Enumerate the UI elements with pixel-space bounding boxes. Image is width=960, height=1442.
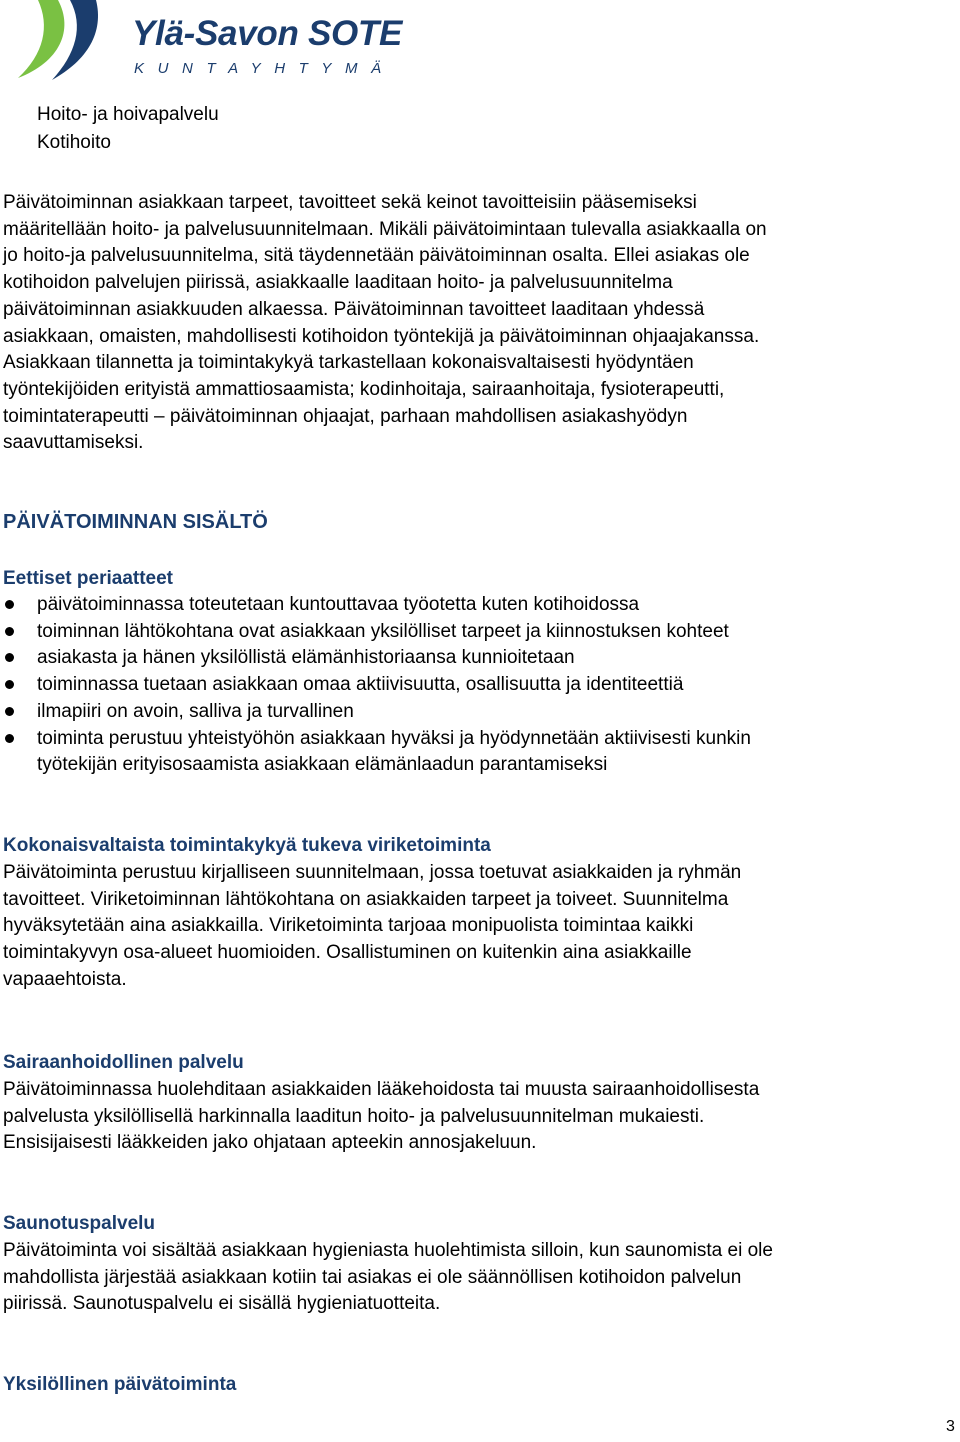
intro-line: määritellään hoito- ja palvelusuunnitelmaan. Mikäli päivätoimintaan tulevalla asiakkaalla on: [3, 218, 767, 240]
list-item: [3, 619, 751, 646]
nursing-line: Ensisijaisesti lääkkeiden jako ohjataan apteekin annosjakeluun.: [3, 1132, 537, 1154]
nursing-heading: Sairaanhoidollinen palvelu: [3, 1052, 244, 1073]
sauna-heading: Saunotuspalvelu: [3, 1213, 156, 1234]
sauna-line: Päivätoiminta voi sisältää asiakkaan hygieniasta huolehtimista silloin, kun saunomista ei ole: [3, 1240, 773, 1261]
bullet-icon: [5, 680, 14, 689]
page-number: 3: [946, 1418, 955, 1435]
unit-line-2: Kotihoito: [37, 132, 111, 153]
sauna-paragraph: [3, 1238, 948, 1318]
sauna-line: mahdollista järjestää asiakkaan kotiin tai asiakas ei ole säännöllisen kotihoidon palvelun: [3, 1266, 742, 1288]
activity-line: tavoitteet. Viriketoiminnan lähtökohtana on asiakkaiden tarpeet ja toiveet. Suunnitelma: [3, 888, 729, 910]
section-title: PÄIVÄTOIMINNAN SISÄLTÖ: [3, 511, 268, 533]
list-item-continuation: [3, 752, 751, 779]
nursing-paragraph: [3, 1077, 948, 1157]
bullet-icon: [5, 734, 14, 743]
list-item-text: toiminta perustuu yhteistyöhön asiakkaan hyväksi ja hyödynnetään aktiivisesti kunkin: [37, 727, 751, 749]
logo-subtitle: KUNTAYHTYMÄ: [134, 60, 395, 77]
logo: [0, 0, 420, 90]
activity-line: toimintakyvyn osa-alueet huomioiden. Osallistuminen on kuitenkin aina asiakkaille: [3, 942, 692, 964]
intro-line: Päivätoiminnan asiakkaan tarpeet, tavoitteet sekä keinot tavoitteisiin pääsemiseksi: [3, 192, 697, 213]
logo-name: Ylä-Savon SOTE: [132, 14, 403, 53]
individual-heading: Yksilöllinen päivätoiminta: [3, 1374, 237, 1395]
list-item: [3, 699, 751, 726]
list-item: [3, 592, 751, 619]
activity-heading: Kokonaisvaltaista toimintakykyä tukeva viriketoiminta: [3, 835, 491, 856]
nursing-line: Päivätoiminnassa huolehditaan asiakkaiden lääkehoidosta tai muusta sairaanhoidollisesta: [3, 1079, 760, 1100]
list-item-text: toiminnassa tuetaan asiakkaan omaa aktiivisuutta, osallisuutta ja identiteettiä: [37, 674, 684, 696]
ethics-list: [3, 592, 751, 779]
list-item: [3, 672, 751, 699]
intro-line: jo hoito-ja palvelusuunnitelma, sitä täydennetään päivätoiminnan osalta. Ellei asiakas ole: [3, 245, 750, 267]
intro-line: työntekijöiden erityistä ammattiosaamista; kodinhoitaja, sairaanhoitaja, fysioterapeutti,: [3, 378, 725, 400]
activity-line: hyväksytetään aina asiakkailla. Viriketoiminta tarjoaa monipuolista toimintaa kaikki: [3, 915, 694, 937]
intro-line: toimintaterapeutti – päivätoiminnan ohjaajat, parhaan mahdollisen asiakashyödyn: [3, 405, 688, 427]
list-item-text: työtekijän erityisosaamista asiakkaan elämänlaadun parantamiseksi: [37, 754, 608, 776]
intro-paragraph: [3, 190, 948, 457]
activity-line: Päivätoiminta perustuu kirjalliseen suunnitelmaan, jossa toetuvat asiakkaiden ja ryhmän: [3, 862, 742, 883]
sauna-line: piirissä. Saunotuspalvelu ei sisällä hygieniatuotteita.: [3, 1293, 441, 1315]
intro-line: asiakkaan, omaisten, mahdollisesti kotihoidon työntekijä ja päivätoiminnan ohjaajakanssa.: [3, 325, 760, 347]
list-item-text: toiminnan lähtökohtana ovat asiakkaan yksilölliset tarpeet ja kiinnostuksen kohteet: [37, 620, 729, 642]
bullet-icon: [5, 653, 14, 662]
intro-line: saavuttamiseksi.: [3, 432, 144, 454]
bullet-icon: [5, 627, 14, 636]
list-item-text: ilmapiiri on avoin, salliva ja turvallinen: [37, 700, 354, 722]
list-item-text: päivätoiminnassa toteutetaan kuntouttavaa työotetta kuten kotihoidossa: [37, 594, 640, 615]
nursing-line: palvelusta yksilöllisellä harkinnalla laaditun hoito- ja palvelusuunnitelman mukaiesti.: [3, 1105, 705, 1127]
logo-mark-icon: [0, 0, 130, 90]
list-item-text: asiakasta ja hänen yksilöllistä elämänhistoriaansa kunnioitetaan: [37, 647, 575, 669]
ethics-heading: Eettiset periaatteet: [3, 568, 174, 589]
bullet-icon: [5, 600, 14, 609]
unit-line-1: Hoito- ja hoivapalvelu: [37, 104, 219, 125]
intro-line: päivätoiminnan asiakkuuden alkaessa. Päivätoiminnan tavoitteet laaditaan yhdessä: [3, 298, 705, 320]
activity-line: vapaaehtoista.: [3, 968, 127, 990]
list-item: [3, 645, 751, 672]
activity-paragraph: [3, 860, 948, 994]
bullet-icon: [5, 707, 14, 716]
intro-line: kotihoidon palvelujen piirissä, asiakkaalle laaditaan hoito- ja palvelusuunnitelma: [3, 272, 673, 294]
intro-line: Asiakkaan tilannetta ja toimintakykyä tarkastellaan kokonaisvaltaisesti hyödyntäen: [3, 352, 694, 374]
list-item: [3, 726, 751, 753]
